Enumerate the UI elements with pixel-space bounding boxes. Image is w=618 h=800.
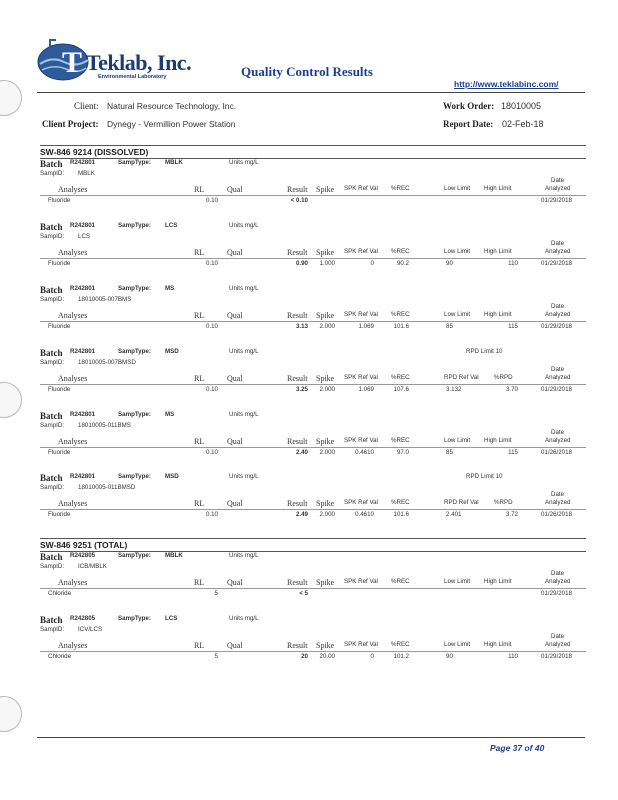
logo-brand-text: Teklab, Inc. [86, 50, 192, 75]
table-row-date: 01/26/2018 [541, 511, 572, 518]
col-result: Result [287, 311, 308, 320]
table-row-spike: 1.000 [319, 260, 335, 267]
header-underline [40, 384, 586, 385]
col-qual: Qual [227, 499, 243, 508]
col-date: Date [551, 491, 565, 498]
units-label: Units mg/L [229, 159, 259, 166]
table-row-analyte: Chloride [48, 590, 72, 597]
col-spike: Spike [316, 311, 335, 320]
col-date: Date [551, 366, 565, 373]
table-row-spk-ref: 1.069 [358, 323, 374, 330]
header-underline [40, 258, 586, 259]
table-row-spk-ref: 1.069 [358, 386, 374, 393]
samptype-value: MBLK [165, 552, 183, 559]
col-low-limit: Low Limit [444, 185, 471, 192]
col-result: Result [287, 248, 308, 257]
col-rl: RL [194, 437, 205, 446]
sampid-value: MBLK [78, 170, 95, 177]
header-underline [40, 509, 586, 510]
col-high-limit: High Limit [484, 641, 512, 648]
table-row-analyte: Fluoride [48, 511, 71, 518]
table-row-rl: 0.10 [205, 260, 218, 267]
col-qual: Qual [227, 578, 243, 587]
col-high-limit: High Limit [484, 311, 512, 318]
batch-id: R242801 [70, 348, 96, 355]
col-analyses: Analyses [58, 499, 88, 508]
sampid-label: SampID: [40, 422, 65, 429]
col-rec: %REC [391, 578, 410, 585]
units-label: Units mg/L [229, 615, 259, 622]
table-row-high-or-rpd: 115 [508, 449, 518, 456]
table-row-date: 01/29/2018 [541, 653, 572, 660]
header-underline [40, 195, 586, 196]
table-row-low-or-rpdref: 85 [446, 449, 453, 456]
col-result: Result [287, 641, 308, 650]
col-high-limit: High Limit [484, 437, 512, 444]
table-row-analyte: Fluoride [48, 260, 71, 267]
table-row-rl: 0.10 [205, 386, 218, 393]
col-result: Result [287, 374, 308, 383]
table-row-high-or-rpd: 110 [508, 260, 518, 267]
batch-label: Batch [40, 473, 63, 483]
table-row-result: 20 [301, 653, 308, 660]
batch-label: Batch [40, 222, 63, 232]
samptype-label: SampType: [118, 473, 151, 480]
table-row-high-or-rpd: 3.70 [505, 386, 518, 393]
section-title: SW-846 9214 (DISSOLVED) [40, 147, 149, 157]
sampid-value: ICB/MBLK [78, 563, 107, 570]
table-row-result: < 5 [299, 590, 308, 597]
units-label: Units mg/L [229, 473, 259, 480]
col-spk-ref: SPK Ref Val [344, 641, 378, 648]
col-date: Date [551, 240, 565, 247]
col-date: Date [551, 177, 565, 184]
client-label: Client: [74, 101, 99, 111]
units-label: Units mg/L [229, 285, 259, 292]
col-qual: Qual [227, 374, 243, 383]
samptype-value: MS [165, 411, 175, 418]
section-top-rule [40, 145, 586, 146]
header-underline [40, 447, 586, 448]
col-rec: %REC [391, 374, 410, 381]
col-spk-ref: SPK Ref Val [344, 311, 378, 318]
report-date-row [443, 119, 544, 129]
table-row-low-or-rpdref: 90 [446, 260, 453, 267]
col-rl: RL [194, 641, 205, 650]
col-high-limit: High Limit [484, 248, 512, 255]
batch-label: Batch [40, 411, 63, 421]
col-analyzed: Analyzed [545, 437, 571, 444]
sampid-label: SampID: [40, 170, 65, 177]
col-analyzed: Analyzed [545, 185, 571, 192]
table-row-date: 01/29/2018 [541, 197, 572, 204]
page-number: Page 37 of 40 [490, 743, 545, 753]
col-spike: Spike [316, 437, 335, 446]
table-row-rec: 97.0 [396, 449, 409, 456]
col-spk-ref: SPK Ref Val [344, 437, 378, 444]
batch-id: R242801 [70, 222, 96, 229]
project-value: Dynegy - Vermillion Power Station [107, 119, 236, 129]
sampid-label: SampID: [40, 626, 65, 633]
col-analyses: Analyses [58, 641, 88, 650]
col-spike: Spike [316, 499, 335, 508]
col-analyses: Analyses [58, 437, 88, 446]
footer-divider [37, 737, 585, 738]
table-row-low-or-rpdref: 3.132 [446, 386, 462, 393]
sampid-label: SampID: [40, 296, 65, 303]
col-spike: Spike [316, 248, 335, 257]
rpd-limit: RPD Limit 10 [466, 348, 503, 355]
col-qual: Qual [227, 437, 243, 446]
samptype-label: SampType: [118, 159, 151, 166]
col-analyses: Analyses [58, 374, 88, 383]
batch-label: Batch [40, 552, 63, 562]
client-row [74, 101, 237, 111]
batch-id: R242805 [70, 615, 96, 622]
col-rec: %REC [391, 641, 410, 648]
samptype-label: SampType: [118, 348, 151, 355]
table-row-rl: 0.10 [205, 323, 218, 330]
units-label: Units mg/L [229, 552, 259, 559]
report-date-value: 02-Feb-18 [502, 119, 544, 129]
samptype-value: MBLK [165, 159, 183, 166]
table-row-analyte: Fluoride [48, 386, 71, 393]
table-row-result: 2.40 [295, 449, 308, 456]
table-row-date: 01/29/2018 [541, 260, 572, 267]
table-row-spike: 2.000 [319, 386, 335, 393]
col-date: Date [551, 633, 565, 640]
table-row-analyte: Chloride [48, 653, 72, 660]
sampid-value: 18010005-011BMSD [78, 484, 136, 491]
table-row-rec: 107.6 [393, 386, 409, 393]
table-row-date: 01/26/2018 [541, 449, 572, 456]
sampid-label: SampID: [40, 563, 65, 570]
units-label: Units mg/L [229, 222, 259, 229]
batch-id: R242801 [70, 473, 96, 480]
table-row-rl: 5 [214, 590, 218, 597]
table-row-date: 01/29/2018 [541, 323, 572, 330]
col-high-limit: High Limit [484, 578, 512, 585]
col-spike: Spike [316, 185, 335, 194]
table-row-rl: 0.10 [205, 197, 218, 204]
sampid-value: ICV/LCS [78, 626, 103, 633]
samptype-label: SampType: [118, 222, 151, 229]
col-analyses: Analyses [58, 248, 88, 257]
website-link[interactable]: http://www.teklabinc.com/ [454, 79, 559, 89]
hole-punch-top [0, 80, 22, 116]
table-row-analyte: Fluoride [48, 323, 71, 330]
batch-id: R242805 [70, 552, 96, 559]
samptype-value: LCS [165, 615, 178, 622]
samptype-label: SampType: [118, 615, 151, 622]
col-rpd-ref: RPD Ref Val [444, 499, 479, 506]
col-rl: RL [194, 578, 205, 587]
col-date: Date [551, 570, 565, 577]
table-row-spk-ref: 0.4610 [355, 449, 374, 456]
col-result: Result [287, 437, 308, 446]
col-low-limit: Low Limit [444, 437, 471, 444]
batch-label: Batch [40, 615, 63, 625]
col-rpd: %RPD [494, 374, 513, 381]
col-spike: Spike [316, 578, 335, 587]
col-analyzed: Analyzed [545, 578, 571, 585]
company-logo [36, 38, 196, 82]
col-rec: %REC [391, 311, 410, 318]
batch-label: Batch [40, 159, 63, 169]
col-result: Result [287, 185, 308, 194]
table-row-date: 01/29/2018 [541, 386, 572, 393]
table-row-rl: 0.10 [205, 511, 218, 518]
project-row [42, 119, 236, 129]
table-row-result: 0.90 [295, 260, 308, 267]
col-low-limit: Low Limit [444, 578, 471, 585]
sampid-label: SampID: [40, 484, 65, 491]
table-row-rl: 0.10 [205, 449, 218, 456]
col-spk-ref: SPK Ref Val [344, 499, 378, 506]
sampid-label: SampID: [40, 233, 65, 240]
col-qual: Qual [227, 641, 243, 650]
col-low-limit: Low Limit [444, 641, 471, 648]
col-spk-ref: SPK Ref Val [344, 374, 378, 381]
table-row-result: 3.13 [295, 323, 308, 330]
col-analyzed: Analyzed [545, 641, 571, 648]
batch-id: R242801 [70, 285, 96, 292]
col-date: Date [551, 429, 565, 436]
table-row-low-or-rpdref: 85 [446, 323, 453, 330]
col-rec: %REC [391, 437, 410, 444]
table-row-rec: 101.6 [393, 511, 409, 518]
table-row-rec: 101.6 [393, 323, 409, 330]
table-row-high-or-rpd: 3.72 [505, 511, 518, 518]
table-row-result: 2.49 [295, 511, 308, 518]
col-rl: RL [194, 499, 205, 508]
col-spk-ref: SPK Ref Val [344, 248, 378, 255]
col-qual: Qual [227, 248, 243, 257]
col-rec: %REC [391, 499, 410, 506]
col-rpd: %RPD [494, 499, 513, 506]
document-title: Quality Control Results [241, 64, 373, 79]
client-value: Natural Resource Technology, Inc. [107, 101, 237, 111]
table-row-spike: 2.000 [319, 511, 335, 518]
col-analyzed: Analyzed [545, 311, 571, 318]
col-spk-ref: SPK Ref Val [344, 185, 378, 192]
table-row-result: < 0.10 [290, 197, 308, 204]
header-underline [40, 321, 586, 322]
table-row-date: 01/29/2018 [541, 590, 572, 597]
col-spike: Spike [316, 374, 335, 383]
hole-punch-bottom [0, 696, 22, 732]
sampid-value: 18010005-011BMS [78, 422, 131, 429]
table-row-rl: 5 [214, 653, 218, 660]
units-label: Units mg/L [229, 411, 259, 418]
hole-punch-middle [0, 382, 22, 418]
samptype-value: MSD [165, 348, 179, 355]
rpd-limit: RPD Limit 10 [466, 473, 503, 480]
col-low-limit: Low Limit [444, 311, 471, 318]
sampid-value: 18010005-007BMS [78, 296, 132, 303]
work-order-row [443, 101, 542, 111]
col-qual: Qual [227, 311, 243, 320]
section-title: SW-846 9251 (TOTAL) [40, 540, 128, 550]
col-qual: Qual [227, 185, 243, 194]
batch-label: Batch [40, 348, 63, 358]
col-rl: RL [194, 374, 205, 383]
table-row-high-or-rpd: 110 [508, 653, 518, 660]
project-label: Client Project: [42, 119, 99, 129]
col-rpd-ref: RPD Ref Val [444, 374, 479, 381]
section-top-rule [40, 538, 586, 539]
table-row-spike: 2.000 [319, 323, 335, 330]
work-order-value: 18010005 [501, 101, 542, 111]
table-row-low-or-rpdref: 90 [446, 653, 453, 660]
table-row-rec: 101.2 [393, 653, 409, 660]
col-result: Result [287, 578, 308, 587]
col-analyzed: Analyzed [545, 374, 571, 381]
col-analyses: Analyses [58, 578, 88, 587]
report-date-label: Report Date: [443, 119, 494, 129]
table-row-analyte: Fluoride [48, 197, 71, 204]
table-row-spk-ref: 0 [370, 653, 374, 660]
table-row-spike: 20.00 [319, 653, 335, 660]
batch-id: R242801 [70, 159, 96, 166]
header-divider [37, 92, 585, 93]
col-rl: RL [194, 248, 205, 257]
units-label: Units mg/L [229, 348, 259, 355]
col-analyzed: Analyzed [545, 248, 571, 255]
sampid-value: LCS [78, 233, 91, 240]
samptype-value: MS [165, 285, 175, 292]
col-low-limit: Low Limit [444, 248, 471, 255]
logo-subtitle: Environmental Laboratory [98, 74, 167, 80]
col-rec: %REC [391, 248, 410, 255]
col-date: Date [551, 303, 565, 310]
col-rl: RL [194, 311, 205, 320]
table-row-spk-ref: 0 [370, 260, 374, 267]
col-rec: %REC [391, 185, 410, 192]
samptype-value: MSD [165, 473, 179, 480]
table-row-analyte: Fluoride [48, 449, 71, 456]
table-row-spike: 2.000 [319, 449, 335, 456]
col-analyses: Analyses [58, 311, 88, 320]
samptype-label: SampType: [118, 285, 151, 292]
table-row-low-or-rpdref: 2.401 [446, 511, 462, 518]
table-row-spk-ref: 0.4610 [355, 511, 374, 518]
header-underline [40, 588, 586, 589]
col-rl: RL [194, 185, 205, 194]
header-underline [40, 651, 586, 652]
samptype-value: LCS [165, 222, 178, 229]
table-row-result: 3.25 [295, 386, 308, 393]
sampid-label: SampID: [40, 359, 65, 366]
sampid-value: 18010005-007BMSD [78, 359, 136, 366]
work-order-label: Work Order: [443, 101, 495, 111]
samptype-label: SampType: [118, 411, 151, 418]
table-row-high-or-rpd: 115 [508, 323, 518, 330]
col-high-limit: High Limit [484, 185, 512, 192]
col-spike: Spike [316, 641, 335, 650]
svg-text:T: T [62, 46, 83, 79]
batch-id: R242801 [70, 411, 96, 418]
col-analyses: Analyses [58, 185, 88, 194]
col-analyzed: Analyzed [545, 499, 571, 506]
col-spk-ref: SPK Ref Val [344, 578, 378, 585]
batch-label: Batch [40, 285, 63, 295]
samptype-label: SampType: [118, 552, 151, 559]
col-result: Result [287, 499, 308, 508]
table-row-rec: 90.2 [396, 260, 409, 267]
